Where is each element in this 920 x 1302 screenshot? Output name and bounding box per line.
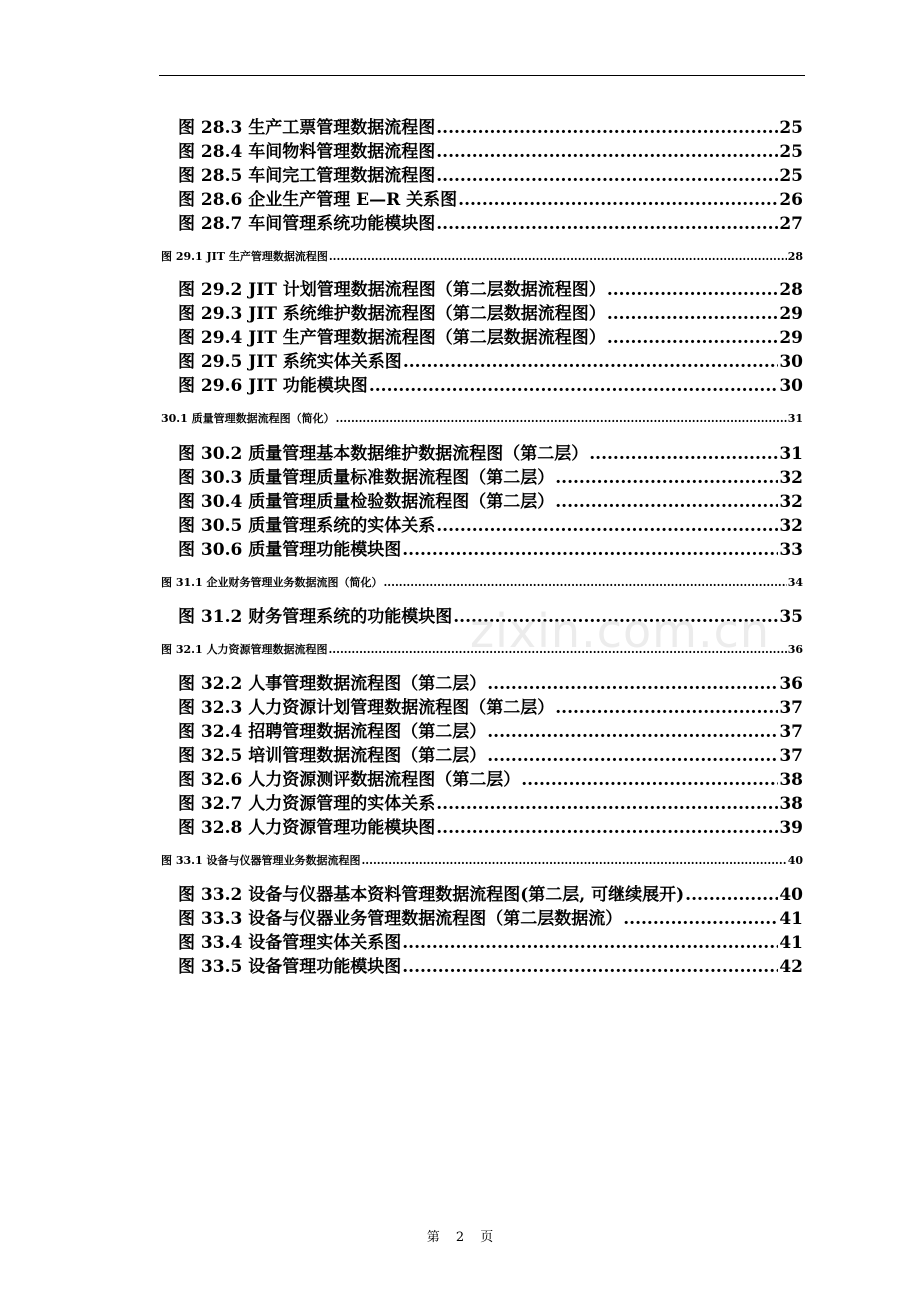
toc-entry-title: 图 33.3 设备与仪器业务管理数据流程图（第二层数据流） bbox=[178, 909, 623, 929]
toc-entry-title: 图 28.4 车间物料管理数据流程图 bbox=[178, 142, 436, 162]
toc-entry[interactable] bbox=[161, 410, 803, 426]
toc-entry-page-number: 37 bbox=[779, 698, 803, 718]
toc-entry[interactable] bbox=[178, 323, 803, 347]
toc-entry[interactable] bbox=[178, 813, 803, 837]
toc-entry-page-number: 27 bbox=[779, 214, 803, 234]
toc-entry-title: 图 32.7 人力资源管理的实体关系 bbox=[178, 794, 436, 814]
toc-entry-title: 图 30.6 质量管理功能模块图 bbox=[178, 540, 402, 560]
toc-dot-leader bbox=[487, 674, 778, 694]
toc-dot-leader bbox=[436, 516, 778, 536]
toc-entry[interactable] bbox=[178, 161, 803, 185]
toc-dot-leader bbox=[336, 412, 787, 425]
toc-entry-title: 图 32.1 人力资源管理数据流程图 bbox=[161, 643, 328, 656]
toc-dot-leader bbox=[607, 328, 779, 348]
toc-entry-title: 图 32.5 培训管理数据流程图（第二层） bbox=[178, 746, 487, 766]
toc-entry[interactable] bbox=[178, 717, 803, 741]
toc-entry-title: 图 32.8 人力资源管理功能模块图 bbox=[178, 818, 436, 838]
toc-entry-page-number: 42 bbox=[779, 957, 803, 977]
toc-entry[interactable] bbox=[178, 741, 803, 765]
toc-entry-page-number: 32 bbox=[779, 468, 803, 488]
toc-entry[interactable] bbox=[178, 880, 803, 904]
toc-entry[interactable] bbox=[178, 789, 803, 813]
toc-entry-title: 图 33.1 设备与仪器管理业务数据流程图 bbox=[161, 854, 361, 867]
toc-entry-page-number: 41 bbox=[779, 933, 803, 953]
toc-entry[interactable] bbox=[178, 904, 803, 928]
toc-entry[interactable] bbox=[178, 185, 803, 209]
toc-entry-page-number: 30 bbox=[779, 376, 803, 396]
toc-entry-title: 图 32.2 人事管理数据流程图（第二层） bbox=[178, 674, 487, 694]
toc-entry[interactable] bbox=[178, 928, 803, 952]
watermark: zixin.com.cn bbox=[470, 604, 771, 658]
toc-entry-page-number: 34 bbox=[787, 576, 803, 589]
toc-entry-page-number: 33 bbox=[779, 540, 803, 560]
toc-entry-title: 图 32.4 招聘管理数据流程图（第二层） bbox=[178, 722, 487, 742]
toc-entry-title: 图 31.2 财务管理系统的功能模块图 bbox=[178, 607, 453, 627]
toc-entry-title: 图 28.7 车间管理系统功能模块图 bbox=[178, 214, 436, 234]
toc-dot-leader bbox=[361, 854, 786, 867]
toc-dot-leader bbox=[436, 214, 778, 234]
toc-entry[interactable] bbox=[178, 209, 803, 233]
toc-entry-page-number: 31 bbox=[779, 444, 803, 464]
toc-entry[interactable] bbox=[178, 952, 803, 976]
toc-entry-title: 图 28.5 车间完工管理数据流程图 bbox=[178, 166, 436, 186]
toc-entry-title: 图 32.3 人力资源计划管理数据流程图（第二层） bbox=[178, 698, 555, 718]
toc-dot-leader bbox=[458, 190, 778, 210]
toc-entry-page-number: 25 bbox=[779, 142, 803, 162]
toc-dot-leader bbox=[402, 933, 778, 953]
toc-entry-page-number: 38 bbox=[779, 770, 803, 790]
toc-entry-title: 图 33.5 设备管理功能模块图 bbox=[178, 957, 402, 977]
toc-dot-leader bbox=[436, 142, 778, 162]
toc-dot-leader bbox=[623, 909, 778, 929]
toc-entry-page-number: 38 bbox=[779, 794, 803, 814]
toc-dot-leader bbox=[436, 166, 778, 186]
footer-page-number: 2 bbox=[455, 1230, 465, 1245]
toc-entry-title: 图 32.6 人力资源测评数据流程图（第二层） bbox=[178, 770, 521, 790]
toc-entry-page-number: 28 bbox=[779, 280, 803, 300]
toc-entry[interactable] bbox=[178, 487, 803, 511]
toc-entry-page-number: 26 bbox=[779, 190, 803, 210]
footer-suffix: 页 bbox=[480, 1230, 494, 1245]
toc-entry[interactable] bbox=[178, 535, 803, 559]
toc-entry-title: 图 28.6 企业生产管理 E—R 关系图 bbox=[178, 190, 458, 210]
toc-dot-leader bbox=[329, 250, 787, 263]
toc-dot-leader bbox=[436, 818, 778, 838]
toc-dot-leader bbox=[436, 794, 778, 814]
toc-dot-leader bbox=[402, 540, 778, 560]
toc-dot-leader bbox=[403, 352, 779, 372]
footer-prefix: 第 bbox=[426, 1230, 440, 1245]
toc-entry-title: 图 30.5 质量管理系统的实体关系 bbox=[178, 516, 436, 536]
toc-entry[interactable] bbox=[161, 248, 803, 264]
toc-entry-page-number: 36 bbox=[787, 643, 803, 656]
toc-entry-page-number: 37 bbox=[779, 722, 803, 742]
toc-entry[interactable] bbox=[178, 299, 803, 323]
toc-entry-page-number: 28 bbox=[787, 250, 803, 263]
toc-entry[interactable] bbox=[178, 347, 803, 371]
toc-entry[interactable] bbox=[178, 113, 803, 137]
toc-entry-title: 图 33.4 设备管理实体关系图 bbox=[178, 933, 402, 953]
toc-entry-page-number: 36 bbox=[779, 674, 803, 694]
toc-entry-title: 图 29.1 JIT 生产管理数据流程图 bbox=[161, 250, 328, 263]
toc-dot-leader bbox=[555, 698, 778, 718]
toc-dot-leader bbox=[607, 280, 779, 300]
toc-entry-page-number: 29 bbox=[779, 328, 803, 348]
toc-entry[interactable] bbox=[178, 137, 803, 161]
toc-entry-page-number: 29 bbox=[779, 304, 803, 324]
toc-dot-leader bbox=[607, 304, 779, 324]
toc-entry[interactable] bbox=[178, 669, 803, 693]
toc-entry-title: 图 29.5 JIT 系统实体关系图 bbox=[178, 352, 402, 372]
toc-dot-leader bbox=[487, 746, 778, 766]
toc-dot-leader bbox=[487, 722, 778, 742]
toc-entry[interactable] bbox=[178, 693, 803, 717]
toc-dot-leader bbox=[685, 885, 778, 905]
toc-entry[interactable] bbox=[178, 511, 803, 535]
toc-entry-title: 图 29.4 JIT 生产管理数据流程图（第二层数据流程图） bbox=[178, 328, 606, 348]
toc-dot-leader bbox=[402, 957, 778, 977]
toc-entry-page-number: 41 bbox=[779, 909, 803, 929]
toc-entry-title: 图 33.2 设备与仪器基本资料管理数据流程图(第二层, 可继续展开) bbox=[178, 885, 685, 905]
toc-entry-page-number: 25 bbox=[779, 166, 803, 186]
toc-entry[interactable] bbox=[161, 852, 803, 868]
toc-dot-leader bbox=[369, 376, 779, 396]
toc-entry[interactable] bbox=[161, 574, 803, 590]
page-footer bbox=[0, 1226, 920, 1245]
toc-entry-page-number: 32 bbox=[779, 516, 803, 536]
toc-dot-leader bbox=[555, 492, 778, 512]
toc-entry-title: 图 28.3 生产工票管理数据流程图 bbox=[178, 118, 436, 138]
toc-entry-page-number: 40 bbox=[779, 885, 803, 905]
toc-entry-title: 图 30.2 质量管理基本数据维护数据流程图（第二层） bbox=[178, 444, 589, 464]
toc-dot-leader bbox=[383, 576, 786, 589]
toc-dot-leader bbox=[436, 118, 778, 138]
toc-entry[interactable] bbox=[178, 463, 803, 487]
toc-entry[interactable] bbox=[178, 275, 803, 299]
toc-entry-page-number: 31 bbox=[787, 412, 803, 425]
toc-entry-title: 图 29.6 JIT 功能模块图 bbox=[178, 376, 368, 396]
toc-entry[interactable] bbox=[178, 371, 803, 395]
toc-entry-title: 图 31.1 企业财务管理业务数据流图（简化） bbox=[161, 576, 383, 589]
toc-entry-page-number: 35 bbox=[779, 607, 803, 627]
toc-entry-page-number: 32 bbox=[779, 492, 803, 512]
toc-entry-page-number: 37 bbox=[779, 746, 803, 766]
toc-entry[interactable] bbox=[178, 765, 803, 789]
toc-entry-title: 30.1 质量管理数据流程图（简化） bbox=[161, 412, 335, 425]
toc-entry-page-number: 39 bbox=[779, 818, 803, 838]
toc-entry-title: 图 29.2 JIT 计划管理数据流程图（第二层数据流程图） bbox=[178, 280, 606, 300]
toc-entry-page-number: 30 bbox=[779, 352, 803, 372]
toc-dot-leader bbox=[521, 770, 778, 790]
toc-dot-leader bbox=[555, 468, 778, 488]
toc-dot-leader bbox=[589, 444, 778, 464]
toc-entry-title: 图 30.3 质量管理质量标准数据流程图（第二层） bbox=[178, 468, 555, 488]
toc-entry-page-number: 25 bbox=[779, 118, 803, 138]
toc-entry-title: 图 29.3 JIT 系统维护数据流程图（第二层数据流程图） bbox=[178, 304, 606, 324]
toc-entry-page-number: 40 bbox=[787, 854, 803, 867]
toc-entry-title: 图 30.4 质量管理质量检验数据流程图（第二层） bbox=[178, 492, 555, 512]
toc-entry[interactable] bbox=[178, 439, 803, 463]
